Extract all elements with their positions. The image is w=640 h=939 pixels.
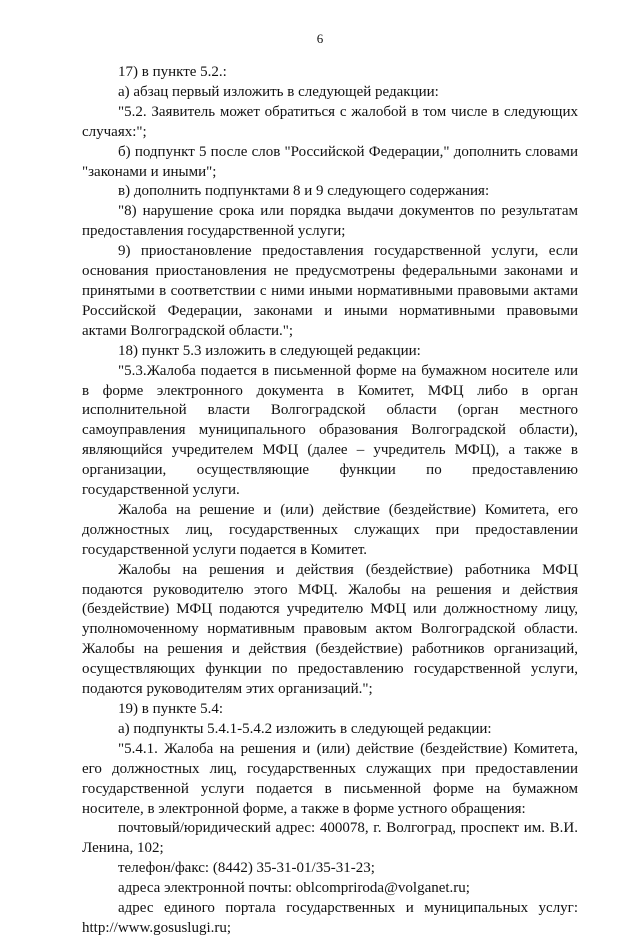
item-5-2-quote: "5.2. Заявитель может обратиться с жалобой в том числе в следующих случаях:"; — [82, 103, 578, 140]
item-17b-text: б) подпункт 5 после слов "Российской Федерации," дополнить словами "законами и иными"; — [82, 143, 578, 180]
document-body — [82, 63, 578, 939]
item-19-heading: 19) в пункте 5.4: — [118, 701, 224, 717]
complaint-committee-paragraph: Жалоба на решение и (или) действие (бездействие) Комитета, его должностных лиц, государственных служащих при предоставлении государственной услуги подается в Комитет. — [82, 501, 578, 558]
item-19a-heading: а) подпункты 5.4.1-5.4.2 изложить в следующей редакции: — [118, 720, 492, 737]
email-address: адреса электронной почты: oblcompriroda@volganet.ru; — [118, 880, 470, 897]
postal-address: почтовый/юридический адрес: 400078, г. Волгоград, проспект им. В.И. Ленина, 102; — [82, 820, 578, 857]
complaint-mfc-paragraph: Жалобы на решения и действия (бездействие) работника МФЦ подаются руководителю этого МФЦ. Жалобы на решения и действия (бездействие) МФЦ подаются учредителю МФЦ или должностному лицу, уполномоченному нормативным правовым актом Волгоградской области. Жалобы на решения и действия (бездействие) работников организаций, осуществляющих функции по предоставлению государственной услуги, подаются руководителям этих организаций."; — [82, 561, 578, 698]
subitem-8-text: "8) нарушение срока или порядка выдачи документов по результатам предоставления государственной услуги; — [82, 203, 578, 240]
item-17c-heading: в) дополнить подпунктами 8 и 9 следующего содержания: — [118, 183, 490, 200]
subitem-9-text: 9) приостановление предоставления государственной услуги, если основания приостановления не предусмотрены федеральными законами и принятыми в соответствии с ними иными нормативными правовыми актами Российской Федерации, законами и иными нормативными правовыми актами Волгоградской области."; — [82, 243, 578, 339]
page-number: 6 — [316, 31, 324, 46]
item-17a-heading: а) абзац первый изложить в следующей редакции: — [118, 83, 439, 100]
item-18-heading: 18) пункт 5.3 изложить в следующей редакции: — [118, 342, 421, 359]
phone-fax: телефон/факс: (8442) 35-31-01/35-31-23; — [118, 860, 375, 877]
item-5-4-1-quote: "5.4.1. Жалоба на решения и (или) действие (бездействие) Комитета, его должностных лиц, государственных служащих при предоставлении государственной услуги подается в письменной форме на бумажном носителе, в электронной форме, а также в форме устного обращения: — [82, 740, 578, 817]
item-5-3-quote: "5.3.Жалоба подается в письменной форме на бумажном носителе или в форме электронного документа в Комитет, МФЦ либо в орган исполнительной власти Волгоградской области (орган местного самоуправления муниципального образования Волгоградской области), являющийся учредителем МФЦ (далее – учредитель МФЦ), а также в организации, осуществляющие функции по предоставлению государственной услуги. — [82, 362, 578, 499]
item-17-heading: 17) в пункте 5.2.: — [118, 64, 227, 80]
gosuslugi-portal-address: адрес единого портала государственных и муниципальных услуг: http://www.gosuslugi.ru; — [82, 900, 578, 936]
